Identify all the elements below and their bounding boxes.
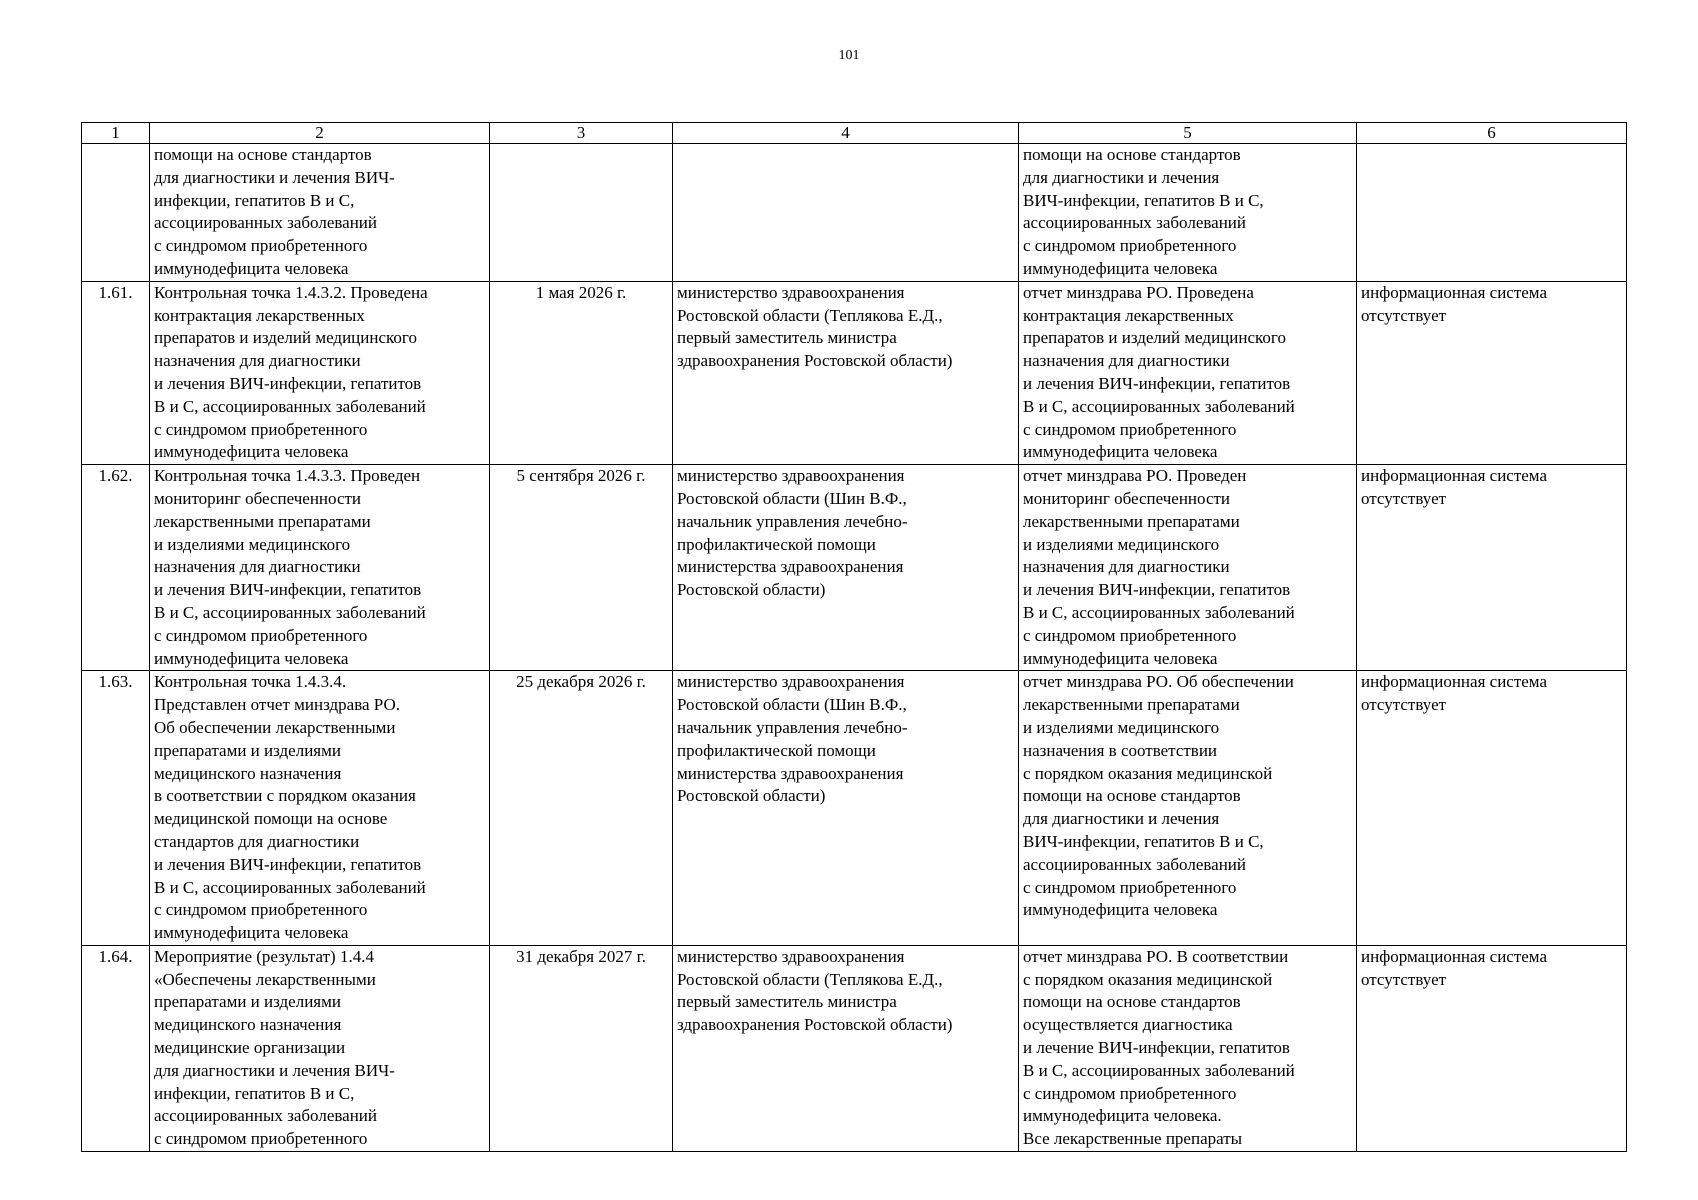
cell-text-line: министерство здравоохранения: [677, 946, 905, 966]
column-header-4: 4: [673, 123, 1019, 144]
cell-text-line: профилактической помощи: [677, 534, 876, 554]
cell-text-line: отчет минздрава РО. Проведен: [1023, 466, 1247, 486]
cell-text-line: с синдромом приобретенного: [1023, 877, 1237, 897]
cell-text-line: мониторинг обеспеченности: [1023, 488, 1231, 508]
cell-text-line: осуществляется диагностика: [1023, 1015, 1233, 1035]
cell-text-line: первый заместитель министра: [677, 992, 897, 1012]
cell-text-line: медицинского назначения: [154, 763, 342, 783]
responsible-cell: [673, 144, 1019, 282]
cell-text-line: и лечения ВИЧ-инфекции, гепатитов: [154, 854, 422, 874]
table-row: [82, 465, 1627, 671]
cell-text-line: В и С, ассоциированных заболеваний: [154, 877, 426, 897]
responsible-cell: [673, 465, 1019, 671]
cell-text-line: лекарственными препаратами: [1023, 511, 1240, 531]
cell-text-line: для диагностики и лечения ВИЧ-: [154, 1060, 395, 1080]
cell-text-line: с порядком оказания медицинской: [1023, 763, 1273, 783]
row-number-cell: 1.61.: [82, 281, 150, 464]
cell-text-line: информационная система: [1361, 672, 1547, 692]
cell-text-line: министерство здравоохранения: [677, 466, 905, 486]
cell-text-line: начальник управления лечебно-: [677, 511, 908, 531]
table-row: [82, 281, 1627, 464]
column-header-1: 1: [82, 123, 150, 144]
cell-text-line: с синдромом приобретенного: [1023, 1083, 1237, 1103]
cell-text-line: иммунодефицита человека.: [1023, 1106, 1222, 1126]
cell-text-line: ассоциированных заболеваний: [154, 1106, 378, 1126]
cell-text-line: назначения для диагностики: [1023, 557, 1230, 577]
responsible-cell: [673, 671, 1019, 946]
cell-text-line: для диагностики и лечения: [1023, 167, 1220, 187]
cell-text-line: назначения для диагностики: [154, 351, 361, 371]
cell-text-line: и изделиями медицинского: [1023, 717, 1220, 737]
cell-text-line: для диагностики и лечения: [1023, 809, 1220, 829]
cell-text-line: иммунодефицита человека: [1023, 648, 1218, 668]
cell-text-line: и изделиями медицинского: [1023, 534, 1220, 554]
cell-text-line: Контрольная точка 1.4.3.3. Проведен: [154, 466, 421, 486]
cell-text-line: Контрольная точка 1.4.3.4.: [154, 672, 347, 692]
cell-text-line: первый заместитель министра: [677, 328, 897, 348]
cell-text-line: помощи на основе стандартов: [1023, 786, 1241, 806]
cell-text-line: медицинские организации: [154, 1038, 346, 1058]
cell-text-line: помощи на основе стандартов: [1023, 992, 1241, 1012]
cell-text-line: с синдромом приобретенного: [1023, 236, 1237, 256]
cell-text-line: иммунодефицита человека: [1023, 442, 1218, 462]
cell-text-line: ВИЧ-инфекции, гепатитов В и С,: [1023, 831, 1264, 851]
cell-text-line: Контрольная точка 1.4.3.2. Проведена: [154, 282, 428, 302]
cell-text-line: с синдромом приобретенного: [1023, 419, 1237, 439]
cell-text-line: и лечения ВИЧ-инфекции, гепатитов: [154, 373, 422, 393]
table-body: [82, 144, 1627, 1152]
column-header-6: 6: [1357, 123, 1627, 144]
responsible-cell: [673, 281, 1019, 464]
cell-text-line: лекарственными препаратами: [154, 511, 371, 531]
deadline-cell: 1 мая 2026 г.: [490, 281, 673, 464]
cell-text-line: с порядком оказания медицинской: [1023, 969, 1273, 989]
description-cell: [150, 465, 490, 671]
cell-text-line: помощи на основе стандартов: [154, 145, 372, 164]
deadline-cell: [490, 144, 673, 282]
cell-text-line: иммунодефицита человека: [154, 442, 349, 462]
column-header-2: 2: [150, 123, 490, 144]
cell-text-line: с синдромом приобретенного: [154, 236, 368, 256]
information-system-cell: [1357, 671, 1627, 946]
description-cell: [150, 281, 490, 464]
cell-text-line: ассоциированных заболеваний: [1023, 854, 1247, 874]
cell-text-line: Ростовской области (Теплякова Е.Д.,: [677, 305, 943, 325]
cell-text-line: медицинского назначения: [154, 1015, 342, 1035]
table-row: [82, 671, 1627, 946]
cell-text-line: В и С, ассоциированных заболеваний: [1023, 1060, 1295, 1080]
result-cell: [1019, 945, 1357, 1151]
deadline-cell: 5 сентября 2026 г.: [490, 465, 673, 671]
information-system-cell: [1357, 945, 1627, 1151]
cell-text-line: и лечение ВИЧ-инфекции, гепатитов: [1023, 1038, 1290, 1058]
cell-text-line: министерства здравоохранения: [677, 763, 904, 783]
header-row: [82, 123, 1627, 144]
cell-text-line: с синдромом приобретенного: [1023, 625, 1237, 645]
cell-text-line: препаратов и изделий медицинского: [1023, 328, 1286, 348]
cell-text-line: В и С, ассоциированных заболеваний: [1023, 396, 1295, 416]
result-cell: [1019, 144, 1357, 282]
row-number-cell: 1.63.: [82, 671, 150, 946]
cell-text-line: лекарственными препаратами: [1023, 695, 1240, 715]
cell-text-line: информационная система: [1361, 946, 1547, 966]
column-header-3: 3: [490, 123, 673, 144]
cell-text-line: Мероприятие (результат) 1.4.4: [154, 946, 374, 966]
cell-text-line: и лечения ВИЧ-инфекции, гепатитов: [1023, 580, 1291, 600]
cell-text-line: Ростовской области (Шин В.Ф.,: [677, 488, 907, 508]
measures-table: [81, 122, 1627, 1152]
cell-text-line: с синдромом приобретенного: [154, 419, 368, 439]
deadline-cell: 31 декабря 2027 г.: [490, 945, 673, 1151]
cell-text-line: В и С, ассоциированных заболеваний: [154, 602, 426, 622]
cell-text-line: с синдромом приобретенного: [154, 900, 368, 920]
description-cell: [150, 671, 490, 946]
information-system-cell: [1357, 465, 1627, 671]
cell-text-line: иммунодефицита человека: [154, 923, 349, 943]
deadline-cell: 25 декабря 2026 г.: [490, 671, 673, 946]
cell-text-line: отсутствует: [1361, 969, 1447, 989]
cell-text-line: назначения в соответствии: [1023, 740, 1218, 760]
table-row: [82, 945, 1627, 1151]
cell-text-line: отсутствует: [1361, 488, 1447, 508]
cell-text-line: с синдромом приобретенного: [154, 1129, 368, 1149]
cell-text-line: информационная система: [1361, 466, 1547, 486]
cell-text-line: Ростовской области (Шин В.Ф.,: [677, 695, 907, 715]
cell-text-line: информационная система: [1361, 282, 1547, 302]
cell-text-line: иммунодефицита человека: [154, 648, 349, 668]
cell-text-line: и изделиями медицинского: [154, 534, 351, 554]
cell-text-line: иммунодефицита человека: [154, 258, 349, 278]
cell-text-line: контрактация лекарственных: [154, 305, 365, 325]
cell-text-line: здравоохранения Ростовской области): [677, 1015, 953, 1035]
result-cell: [1019, 671, 1357, 946]
cell-text-line: Представлен отчет минздрава РО.: [154, 695, 400, 715]
cell-text-line: профилактической помощи: [677, 740, 876, 760]
cell-text-line: и лечения ВИЧ-инфекции, гепатитов: [154, 580, 422, 600]
cell-text-line: ассоциированных заболеваний: [1023, 213, 1247, 233]
cell-text-line: препаратами и изделиями: [154, 740, 341, 760]
cell-text-line: Все лекарственные препараты: [1023, 1129, 1243, 1149]
cell-text-line: Ростовской области): [677, 580, 826, 600]
page-number: 101: [838, 48, 860, 63]
cell-text-line: помощи на основе стандартов: [1023, 145, 1241, 164]
information-system-cell: [1357, 144, 1627, 282]
cell-text-line: отсутствует: [1361, 305, 1447, 325]
information-system-cell: [1357, 281, 1627, 464]
cell-text-line: министерство здравоохранения: [677, 282, 905, 302]
cell-text-line: Об обеспечении лекарственными: [154, 717, 396, 737]
result-cell: [1019, 281, 1357, 464]
cell-text-line: «Обеспечены лекарственными: [154, 969, 376, 989]
responsible-cell: [673, 945, 1019, 1151]
cell-text-line: назначения для диагностики: [154, 557, 361, 577]
cell-text-line: в соответствии с порядком оказания: [154, 786, 416, 806]
cell-text-line: для диагностики и лечения ВИЧ-: [154, 167, 395, 187]
cell-text-line: отсутствует: [1361, 695, 1447, 715]
cell-text-line: мониторинг обеспеченности: [154, 488, 362, 508]
result-cell: [1019, 465, 1357, 671]
cell-text-line: медицинской помощи на основе: [154, 809, 388, 829]
row-number-cell: [82, 144, 150, 282]
cell-text-line: назначения для диагностики: [1023, 351, 1230, 371]
cell-text-line: стандартов для диагностики: [154, 831, 360, 851]
cell-text-line: В и С, ассоциированных заболеваний: [154, 396, 426, 416]
cell-text-line: иммунодефицита человека: [1023, 900, 1218, 920]
cell-text-line: Ростовской области): [677, 786, 826, 806]
column-header-5: 5: [1019, 123, 1357, 144]
cell-text-line: инфекции, гепатитов В и С,: [154, 1083, 355, 1103]
cell-text-line: отчет минздрава РО. Об обеспечении: [1023, 672, 1294, 692]
cell-text-line: препаратами и изделиями: [154, 992, 341, 1012]
cell-text-line: отчет минздрава РО. В соответствии: [1023, 946, 1289, 966]
cell-text-line: Ростовской области (Теплякова Е.Д.,: [677, 969, 943, 989]
cell-text-line: отчет минздрава РО. Проведена: [1023, 282, 1254, 302]
cell-text-line: препаратов и изделий медицинского: [154, 328, 417, 348]
cell-text-line: иммунодефицита человека: [1023, 258, 1218, 278]
table-row: [82, 144, 1627, 282]
row-number-cell: 1.62.: [82, 465, 150, 671]
cell-text-line: министерство здравоохранения: [677, 672, 905, 692]
description-cell: [150, 945, 490, 1151]
cell-text-line: инфекции, гепатитов В и С,: [154, 190, 355, 210]
cell-text-line: ассоциированных заболеваний: [154, 213, 378, 233]
cell-text-line: ВИЧ-инфекции, гепатитов В и С,: [1023, 190, 1264, 210]
cell-text-line: с синдромом приобретенного: [154, 625, 368, 645]
cell-text-line: и лечения ВИЧ-инфекции, гепатитов: [1023, 373, 1291, 393]
row-number-cell: 1.64.: [82, 945, 150, 1151]
description-cell: [150, 144, 490, 282]
cell-text-line: здравоохранения Ростовской области): [677, 351, 953, 371]
cell-text-line: В и С, ассоциированных заболеваний: [1023, 602, 1295, 622]
cell-text-line: начальник управления лечебно-: [677, 717, 908, 737]
cell-text-line: контрактация лекарственных: [1023, 305, 1234, 325]
cell-text-line: министерства здравоохранения: [677, 557, 904, 577]
